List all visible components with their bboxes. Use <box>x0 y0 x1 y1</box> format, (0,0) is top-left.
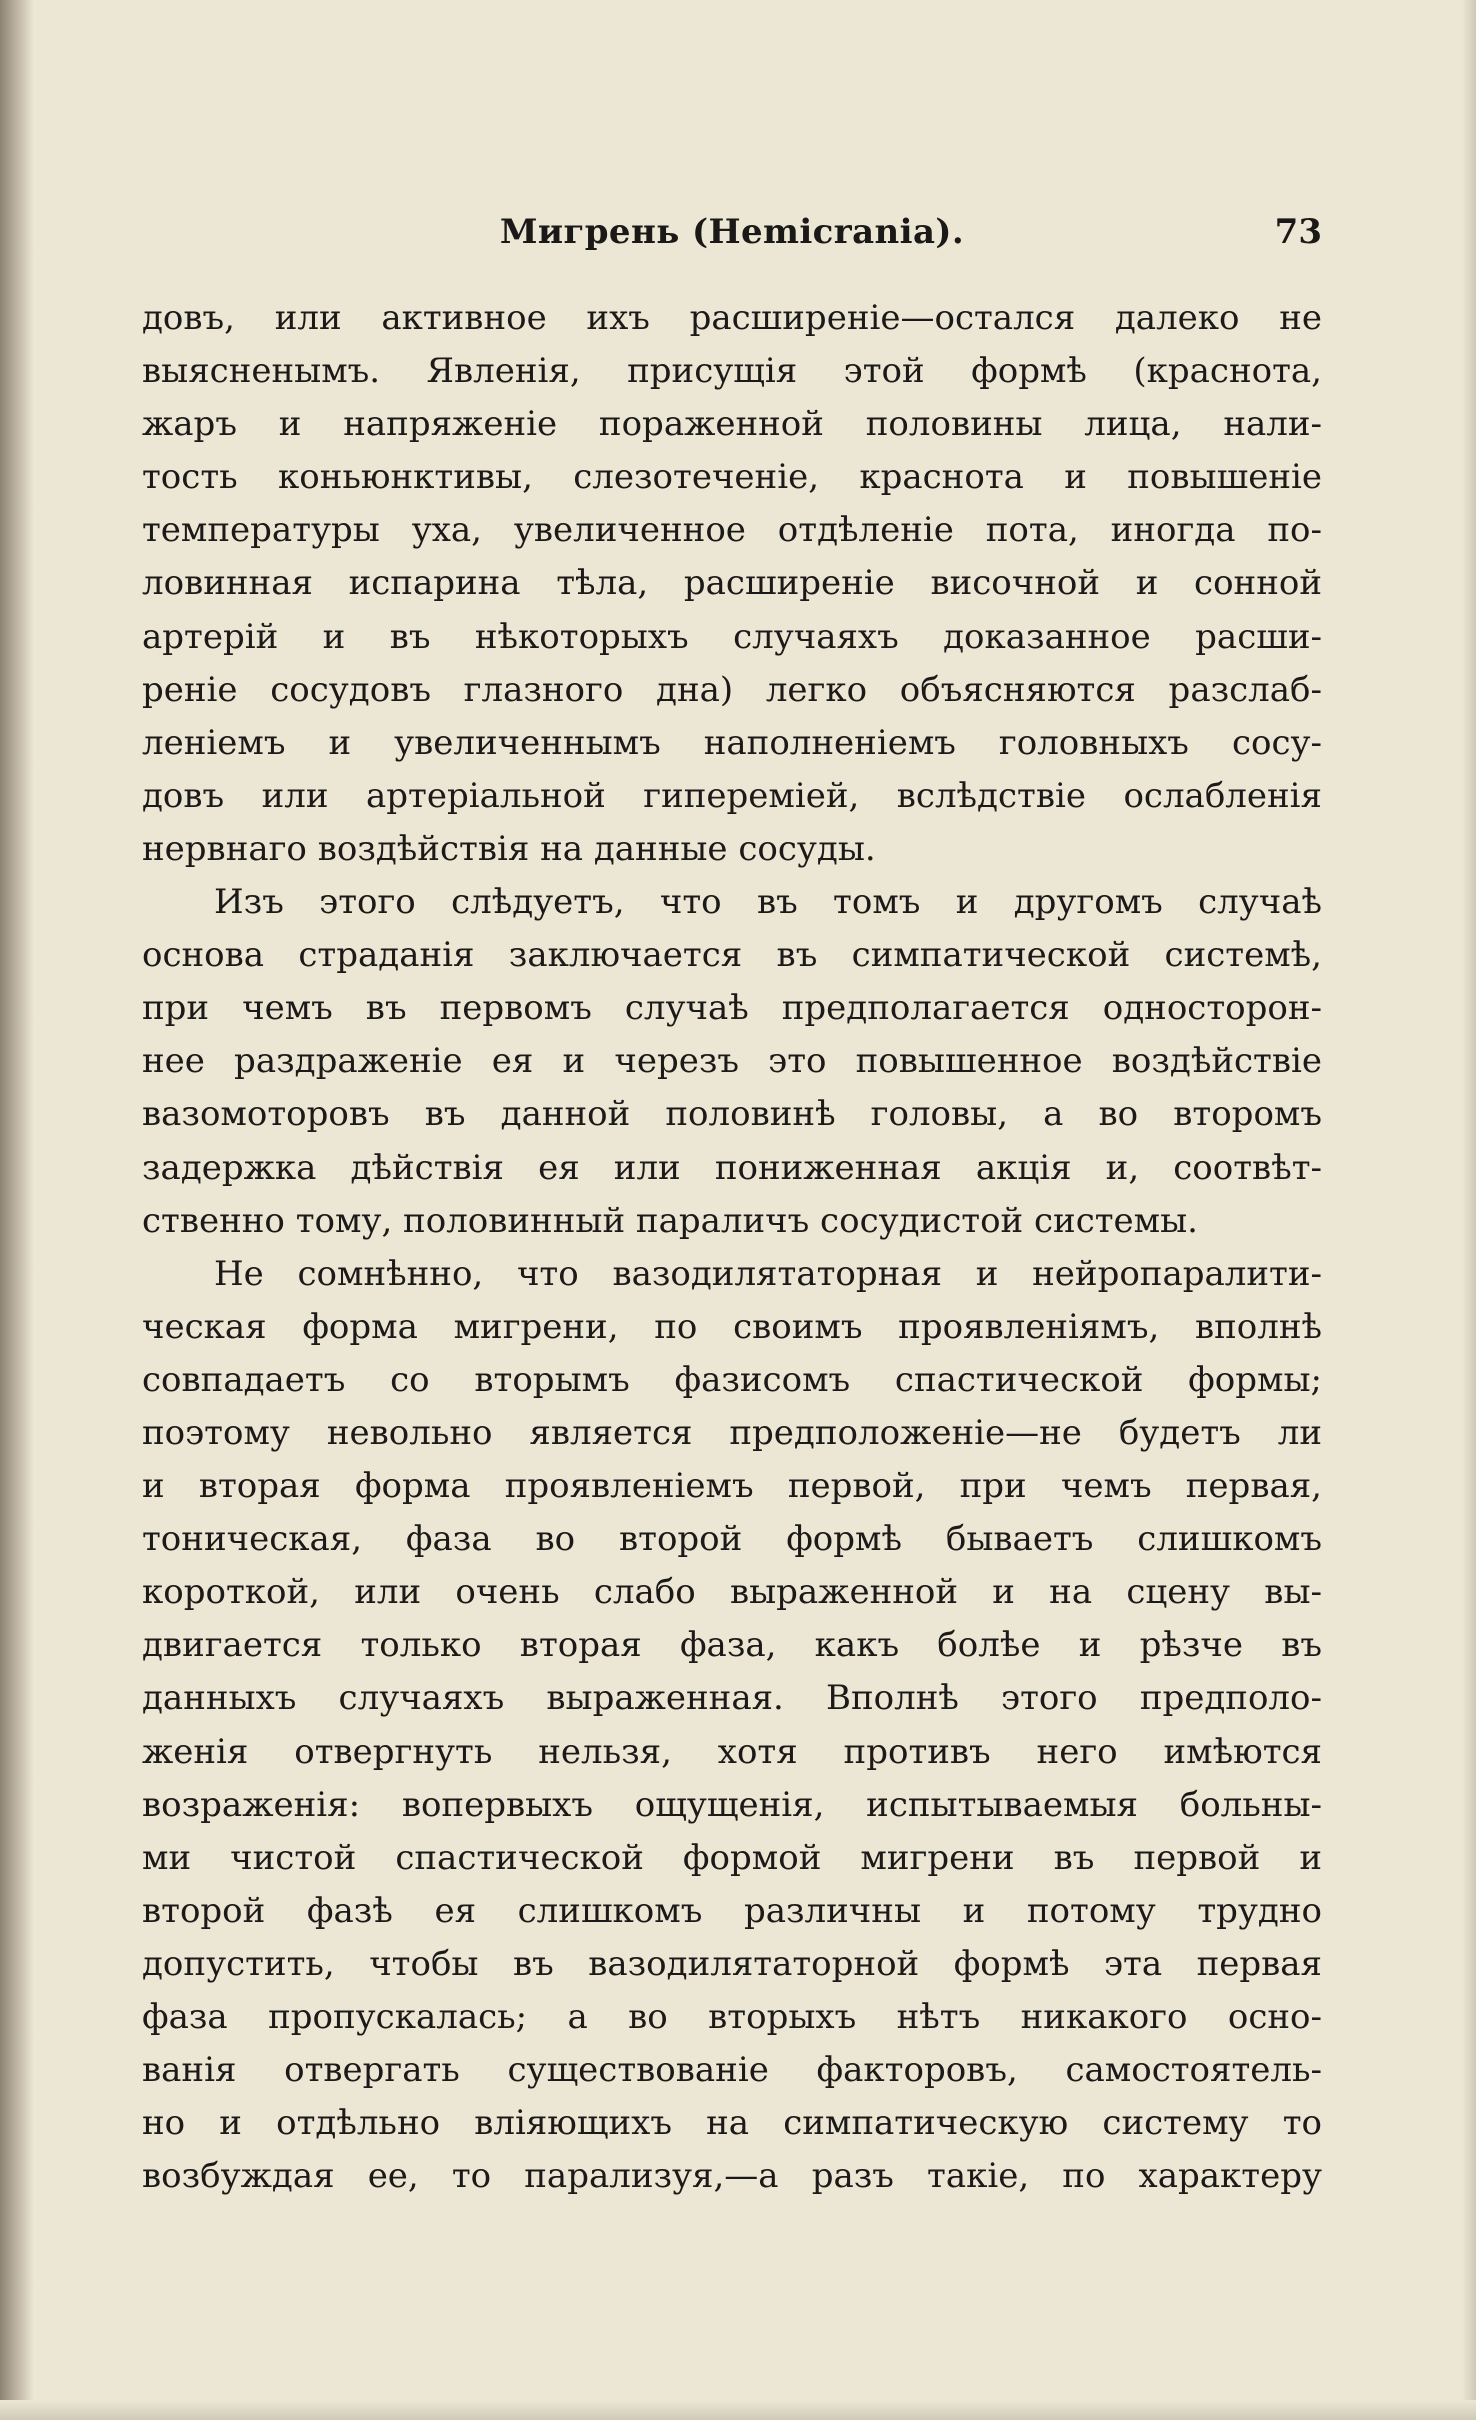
text-line: довъ или артеріальной гипереміей, вслѣдствіе ослабленія <box>142 775 1322 816</box>
text-line: фаза пропускалась; а во вторыхъ нѣтъ никакого осно- <box>142 1997 1322 2037</box>
page-right-edge <box>1462 0 1476 2420</box>
text-line: короткой, или очень слабо выраженной и на сцену вы- <box>142 1572 1322 1613</box>
page-bottom-edge <box>0 2400 1476 2420</box>
binding-shadow <box>0 0 34 2420</box>
page-header <box>142 208 1322 260</box>
paragraph <box>142 1248 1322 2204</box>
text-line: довъ, или активное ихъ расширеніе—остался далеко не <box>142 298 1322 338</box>
text-line: совпадаетъ со вторымъ фазисомъ спастической формы; <box>142 1359 1322 1400</box>
paragraph <box>142 876 1322 1248</box>
text-line: тость коньюнктивы, слезотеченіе, краснота и повышеніе <box>142 457 1322 498</box>
page-number: 73 <box>1274 212 1322 252</box>
text-line: данныхъ случаяхъ выраженная. Вполнѣ этого предполо- <box>142 1678 1322 1719</box>
text-line: ловинная испарина тѣла, расширеніе височной и сонной <box>142 563 1322 604</box>
text-line: задержка дѣйствія ея или пониженная акція и, соотвѣт- <box>142 1147 1322 1188</box>
text-line: нее раздраженіе ея и черезъ это повышенное воздѣйствіе <box>142 1041 1322 1082</box>
text-line: Изъ этого слѣдуетъ, что въ томъ и другомъ случаѣ <box>214 882 1322 923</box>
text-line: выясненымъ. Явленія, присущія этой формѣ (краснота, <box>142 351 1322 392</box>
text-line: поэтому невольно является предположеніе—не будетъ ли <box>142 1412 1322 1453</box>
text-line: ми чистой спастической формой мигрени въ первой и <box>142 1837 1322 1878</box>
text-line: женія отвергнуть нельзя, хотя противъ него имѣются <box>142 1731 1322 1772</box>
text-line: второй фазѣ ея слишкомъ различны и потому трудно <box>142 1890 1322 1931</box>
text-line: реніе сосудовъ глазного дна) легко объясняются разслаб- <box>142 669 1322 710</box>
text-line: ческая форма мигрени, по своимъ проявленіямъ, вполнѣ <box>142 1306 1322 1347</box>
text-line: температуры уха, увеличенное отдѣленіе пота, иногда по- <box>142 510 1322 551</box>
paragraph <box>142 292 1322 876</box>
text-line: жаръ и напряженіе пораженной половины лица, нали- <box>142 404 1322 445</box>
text-line: тоническая, фаза во второй формѣ бываетъ слишкомъ <box>142 1519 1322 1560</box>
text-line: ственно тому, половинный параличъ сосудистой системы. <box>142 1200 1198 1241</box>
text-line: двигается только вторая фаза, какъ болѣе и рѣзче въ <box>142 1625 1322 1666</box>
text-line: возбуждая ее, то парализуя,—а разъ такіе, по характеру <box>142 2156 1322 2197</box>
text-line: Не сомнѣнно, что вазодилятаторная и нейропаралити- <box>214 1253 1322 1294</box>
text-line: ванія отвергать существованіе факторовъ, самостоятель- <box>142 2050 1322 2091</box>
text-line: но и отдѣльно вліяющихъ на симпатическую систему то <box>142 2103 1322 2144</box>
text-line: допустить, чтобы въ вазодилятаторной формѣ эта первая <box>142 1943 1322 1984</box>
text-line: при чемъ въ первомъ случаѣ предполагается односторон- <box>142 988 1322 1029</box>
text-line: возраженія: вопервыхъ ощущенія, испытываемыя больны- <box>142 1784 1322 1825</box>
text-line: и вторая форма проявленіемъ первой, при чемъ первая, <box>142 1466 1322 1507</box>
text-line: леніемъ и увеличеннымъ наполненіемъ головныхъ сосу- <box>142 722 1322 763</box>
running-title: Мигрень (Hemicrania). <box>499 212 965 252</box>
text-line: нервнаго воздѣйствія на данные сосуды. <box>142 828 876 869</box>
body-text <box>142 292 1322 2203</box>
text-line: артерій и въ нѣкоторыхъ случаяхъ доказанное расши- <box>142 616 1322 657</box>
text-line: основа страданія заключается въ симпатической системѣ, <box>142 935 1322 976</box>
text-line: вазомоторовъ въ данной половинѣ головы, а во второмъ <box>142 1094 1322 1135</box>
